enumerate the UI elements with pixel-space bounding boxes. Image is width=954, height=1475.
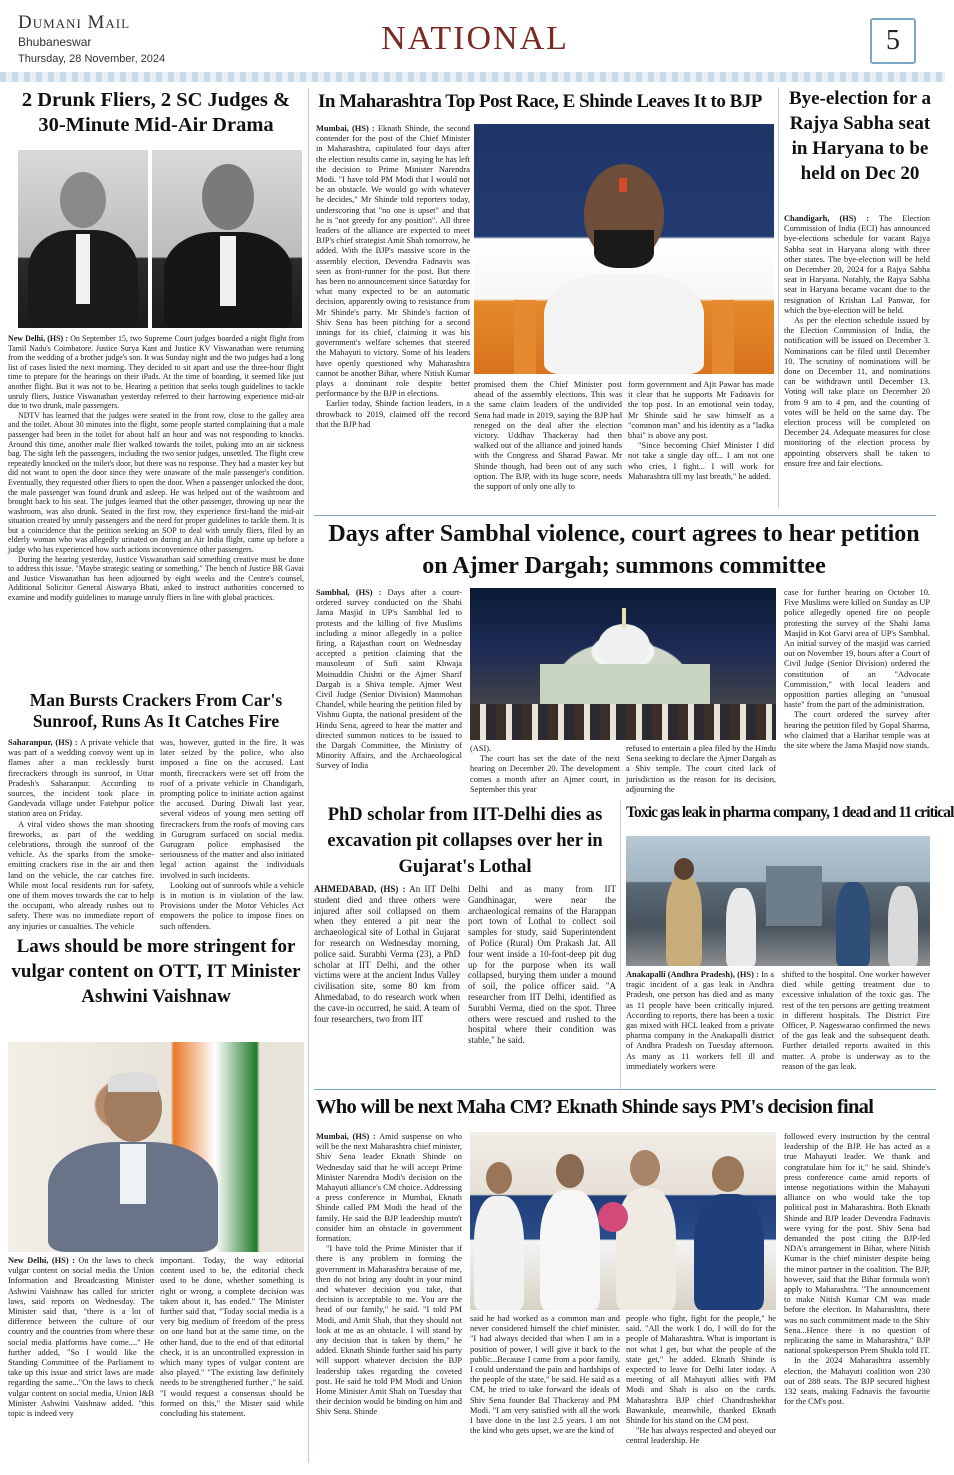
article-col-sambhal-3 (626, 744, 776, 800)
body-paragraph: In the 2024 Maharashtra assembly election, the Mahayuti coalition won 230 out of 288 seats. The BJP secured highest 132 seats, making Fadnavis the favourite for the CM's post. (784, 1356, 930, 1407)
column-divider (620, 800, 621, 1090)
article-body-drunk (8, 334, 304, 686)
photo-judge-right (152, 150, 302, 328)
body-text: Amid suspense on who will be the next Maharashtra chief minister, Shiv Sena leader Eknath Shinde on Wednesday said that he will accept Prime Minister Narendra Modi's decision on the Mahayuti alliance's CM choice. Addressing a press conference in Mumbai, Eknath Shinde called PM Modi the head of the family. He said the BJP leadership mustn't consider him an obstacle in government formation. (316, 1132, 462, 1244)
article-col-phd-2 (468, 884, 616, 1084)
dateline: New Delhi, (HS) : (8, 334, 68, 343)
photo-ashwini-vaishnaw (8, 1042, 304, 1252)
body-paragraph: NDTV has learned that the judges were seated in the front row, close to the galley area and the toilet. About 30 minutes into the flight, some people started complaining that a male passenger had been in the toilet for about half an hour and was not responding to knocks. Around this time, another male flier walked towards the toilet, puking into an air sickness bag. The sight left the passengers, including the two senior judges, unsettled. The flight crew repeatedly knocked on the toilet's door, but there was no response. They had a master key but did not want to open the door since they were unaware of the male passenger's condition. Eventually, they requested other fliers to open the door. When a passenger unlocked the door, the male passenger was found drunk and asleep. He was helped out of the washroom and brought back to his seat. The judges learned that the other passenger, throwing up near the washroom, was also drunk. Seated in the first row, they experience first-hand the mid-air situation created by unruly passengers and the need for proper guidelines to tackle them. It is but a coincidence that the petition seeking an SOP to deal with unruly fliers, filed by an elderly woman who was allegedly urinated on during an Air India flight, came up before a judge who has experienced how such actions inconvenience other passengers. (8, 410, 304, 555)
article-col-sambhal-2 (470, 744, 620, 800)
body-paragraph: people who fight, fight for the people," he said. "All the work I do, I will do for the people of Maharashtra. What is important is not what I get, but what the people of the state get," he added. Eknath Shinde is expected to leave for Delhi later today. A meeting of all Mahayuti allies with PM Modi and Shah is also on the cards. Maharashtra BJP chief Chandrashekhar Bawankule, meanwhile, thanked Eknath Shinde for his stand on the CM post. (626, 1314, 776, 1426)
dateline: New Delhi, (HS) : (8, 1256, 75, 1265)
photo-ajmer-dargah (470, 588, 776, 740)
body-paragraph: (ASI). (470, 744, 492, 753)
column-divider (308, 88, 309, 1463)
article-col-vaishnaw-2 (160, 1256, 304, 1468)
masthead-divider (0, 72, 945, 82)
body-paragraph: refused to entertain a plea filed by the Hindu Sena seeking to declare the Ajmer Dargah as a Shiv temple. The court cited lack of jurisdiction as the reason for its decision, adjourning the (626, 744, 776, 794)
article-col-mahacm-4 (784, 1132, 930, 1468)
body-paragraph: "I have told the Prime Minister that if there is any problem in forming the government in Maharashtra because of me, then do not bring any doubt in your mind and whatever decision you take, that decision is acceptable to me. You are the head of our family," he said. "I told PM Modi, and Amit Shah, that they should not look at me as an obstacle. I will stand by any decision that is taken by them," he added. Eknath Shinde further said his party will support whatever decision the BJP leadership takes regarding the coveted post. He said he told PM Modi and Union Home Minister Amit Shah on Tuesday that their decision would be binding on him and Shiv Sena. Shinde (316, 1244, 462, 1417)
body-text: In a tragic incident of a gas leak in Andhra Pradesh, one person has died and as many as 11 people have been critically injured. According to reports, there has been a toxic gas mixed with HCL leaked from a private pharma company in the Anakapalli district of Andhra Pradesh on Tuesday afternoon. As many as 11 workers fell ill and immediately workers were (626, 970, 775, 1071)
dateline: Saharanpur, (HS) : (8, 738, 78, 747)
headline-phd-scholar: PhD scholar from IIT-Delhi dies as excavation pit collapses over her in Gujarat's Lothal (327, 805, 603, 877)
article-col-shinde-2 (474, 380, 622, 512)
body-paragraph: Looking out of sunroofs while a vehicle is in motion is in violation of the law. Provisions under the Motor Vehicles Act empowers the police to impose fines on such offenders. (160, 880, 304, 931)
headline-toxic-gas: Toxic gas leak in pharma company, 1 dead and 11 critical (626, 804, 954, 821)
body-text: On September 15, two Supreme Court judges boarded a night flight from Tamil Nadu's Coimbatore. Justice Surya Kant and Justice KV Viswanathan were returning from the wedding of a brother judge's son. It was Sunday night and the two judges had a long list of cases listed the next morning. They decided to sit apart and use the three-hour flight time to prepare for the hearings on their iPads. At the time of boarding, it seemed like just another flight. But it was not to be. Hearing a petition that seeks tough guidelines to tackle unruly fliers, Justice Viswanathan yesterday referred to their harrowing experience mid-air due to two drunk, male passengers. (8, 334, 304, 411)
body-text: An IIT Delhi student died and three others were injured after soil collapsed on them when they entered a pit near the archaeological site of Lothal in Gujarat for research on Wednesday morning, police said. Surabhi Verma (23), a PhD scholar at IIT Delhi, and the other victims were at the ancient Indus Valley civilisation site, some 80 km from Ahmedabad, to do research work when the cave-in occurred, he said. A team of four researchers, two from IIT (314, 884, 460, 1024)
photo-judge-left (18, 150, 148, 328)
column-divider (778, 88, 779, 508)
body-text: On the laws to check vulgar content on social media the Union Information and Broadcasting Minister Ashwini Vaishnaw has called for stricter laws, said reports on Wednesday. The Minister said that, "there is a lot of difference between the culture of our country and the countries from where these social media platforms have come...." He further added, "So I would like the Standing Committee of the Parliament to take up this issue and strict laws are made regarding the same..."On the laws to check vulgar content on social media, Union I&B Minister Ashwini Vaishnaw added. "this topic is indeed very (8, 1256, 154, 1419)
article-col-shinde-3 (628, 380, 774, 512)
dateline: Mumbai, (HS) : (316, 1132, 376, 1141)
body-text: The Election Commission of India (ECI) has announced bye-elections schedule for vacant Rajya Sabha seat in Haryana along with three other states. The bye-election will be held on December 20, 2024 for a Rajya Sabha seat in Haryana. Notably, the Rajya Sabha seat in Haryana became vacant due to the resignation of Krishan Lal Panwar, for which the bye-election will be held. (784, 214, 930, 315)
article-col-mahacm-2 (470, 1314, 620, 1468)
dateline: Mumbai, (HS) : (316, 124, 375, 133)
article-col-toxic-1 (626, 970, 774, 1084)
body-paragraph: As per the election schedule issued by the Election Commission of India, the notification will be issued on December 3. Nominations can be filed until December 10. The scrutiny of nominations will be done on December 11, and nominations can be withdrawn until December 13. Voting will take place on December 20 from 9 am to 4 pm, and the counting of votes will be held on the same day. The election process will be completed on December 24. Adequate measures for close monitoring of the election process by appointing observers shall be taken to ensure free and fair elections. (784, 316, 930, 468)
body-paragraph: The court ordered the survey after hearing the petition filed by Gopal Sharma, who claimed that a Harihar temple was at the site where the Jama Masjid now stands. (784, 710, 930, 751)
body-paragraph: was, however, gutted in the fire. It was later seized by the police, who also imposed a fine on the accused. Last month, firecrackers were set off from the roof of a private vehicle in Chandigarh, prompting police to initiate action against the accused. During Diwali last year, several videos of young men setting off firecrackers from the roofs of moving cars in Gurugram surfaced on social media. Gurugram police emphasised the seriousness of the matter and also initiated legal action against the individuals involved in such incidents. (160, 738, 304, 880)
article-col-vaishnaw-1 (8, 1256, 154, 1468)
article-col-sambhal-4 (784, 588, 930, 800)
article-col-crackers-1 (8, 738, 154, 931)
photo-eknath-shinde (474, 124, 774, 374)
body-paragraph: A viral video shows the man shooting fireworks, as part of the wedding celebrations, through the sunroof of the vehicle. As the sparks from the smoke-emitting crackers rise in the air and then land on the vehicle, the car catches fire. While most local residents run for safety, one of them moves towards the car to help the occupant, who already rushes out to safety. There was no immediate report of any injuries or casualties. The vehicle (8, 819, 154, 931)
body-paragraph: Earlier today, Shinde faction leaders, in a throwback to 2019, claimed off the record that the BJP had (316, 399, 470, 429)
body-paragraph: said he had worked as a common man and never considered himself the chief minister. "I had always decided that when I am in a position of power, I will give it back to the public...Because I came from a poor family, I could understand the pain and hardships of the people of the state," he said. He said as a CM, he tried to take forward the ideals of Shiv Sena founder Bal Thackeray and PM Modi. "I am very satisfied with all the work I have done in the last 2.5 years. I am not the kind who gets upset, we are the kind of (470, 1314, 620, 1436)
article-body-bye-election (784, 214, 930, 514)
section-divider (314, 1089, 936, 1090)
photo-mahayuti-leaders (470, 1132, 776, 1310)
body-paragraph: The court has set the date of the next hearing on December 20. The development comes a month after an Ajmer court, in September this year (470, 754, 620, 794)
dateline: Anakapalli (Andhra Pradesh), (HS) : (626, 970, 759, 979)
body-paragraph: "He has always respected and obeyed our central leadership. He (626, 1426, 776, 1446)
body-paragraph: case for further hearing on October 10. Five Muslims were killed on Sunday as UP police allegedly opened fire on people protesting the survey of the Shahi Jama Masjid in Kot Garvi area of UP's Sambhal. An initial survey of the masjid was carried out on November 19, hours after a Court of Civil Judge (Senior Division) ordered the constitution of an "Advocate Commission," with local leaders and opposition parties alleging an "unusual haste" from the part of the administration. (784, 588, 930, 710)
headline-vaishnaw: Laws should be more stringent for vulgar content on OTT, IT Minister Ashwini Vaishnaw (11, 936, 301, 1007)
article-col-toxic-2 (782, 970, 930, 1084)
body-paragraph: followed every instruction by the central leadership of the BJP. He has acted as a true Mahayuti leader. We thank and congratulate him for it," he said. Shinde's press conference came amid reports of intense negotiations within the Mahayuti alliance on who would take the top political post in Maharashtra. Both Eknath Shinde and BJP leader Devendra Fadnavis were vying for the post. Shiv Sena had demanded the post citing the BJP-led NDA's arrangement in Bihar, where Nitish Kumar is the chief minister despite being the minor partner in the coalition. The BJP, however, said that the Bihar formula won't apply to Maharashtra. "The announcement to make Nitish Kumar CM was made before the election. In Maharashtra, there was no such commitment made to the Shiv Sena...Hence there is no question of replicating the same in Maharashtra," BJP national spokesperson Prem Shukla told IT. (784, 1132, 930, 1356)
body-paragraph: Delhi and as many from IIT Gandhinagar, were near the archaeological remains of the Harappan port town of Lothal to collect soil samples for study, said Superintendent of Police (Rural) Om Prakash Jat. All four went inside a 10-foot-deep pit dug up for the purpose when its wall collapsed, burying them under a mound of soil, the police officer said. "A researcher from IIT Delhi, identified as Surabhi Verma, died on the spot. Three others were rescued and rushed to the hospital where their condition was stable," he said. (468, 884, 616, 1046)
newspaper-brand: Dumani Mail (18, 12, 131, 33)
headline-shinde-top-post: In Maharashtra Top Post Race, E Shinde Leaves It to BJP (318, 91, 762, 112)
page-number: 5 (870, 18, 916, 64)
headline-sambhal: Days after Sambhal violence, court agrees to hear petition on Ajmer Dargah; summons committee (328, 521, 920, 579)
article-col-mahacm-1 (316, 1132, 462, 1468)
article-col-crackers-2 (160, 738, 304, 931)
headline-drunk-fliers: 2 Drunk Fliers, 2 SC Judges & 30-Minute Mid-Air Drama (21, 89, 291, 136)
section-title: NATIONAL (381, 20, 569, 57)
article-col-shinde-1 (316, 124, 470, 512)
body-paragraph: promised them the Chief Minister post ahead of the assembly elections. This was the same claim leaders of the undivided Sena had made in 2019, saying the BJP had reneged on the deal after the election victory. Uddhav Thackeray had then walked out of the alliance and joined hands with the Congress and Sharad Pawar. Mr Shinde though, had been out of any such option. The BJP, with its huge score, needs the support of only one ally to (474, 380, 622, 492)
headline-maha-cm: Who will be next Maha CM? Eknath Shinde says PM's decision final (316, 1096, 874, 1118)
edition-city: Bhubaneswar (18, 35, 92, 49)
dateline: Chandigarh, (HS) : (784, 214, 870, 223)
body-text: A private vehicle that was part of a wedding convoy went up in flames after a man recklessly burst firecrackers through its sunroof, in Uttar Pradesh's Saharanpur. According to sources, the incident took place in Gandevada village under Fatehpur police station area on Friday. (8, 738, 154, 819)
body-paragraph: "Since becoming Chief Minister I did not take a single day off... I am not one who cries, I fight... I will work for Maharashtra till my last breath," he added. (628, 441, 774, 481)
edition-date: Thursday, 28 November, 2024 (18, 53, 166, 65)
headline-crackers: Man Bursts Crackers From Car's Sunroof, Runs As It Catches Fire (29, 690, 283, 731)
body-paragraph: important. Today, the way editorial content used to be, the editorial check used to be done, whether something is right or wrong, a complete decision was taken about it, has ended." The Minister further said that, "Today social media is a very big medium of freedom of the press on one hand but at the same time, on the other hand, due to the end of that editorial check, it is an uncontrolled expression in which many types of vulgar content are also played." "The existing law definitely needs to be strengthened further ," he said. "I would request a consensus should be formed on this," the Mister said while concluding his statement. (160, 1256, 304, 1419)
headline-bye-election: Bye-election for a Rajya Sabha seat in Haryana to be held on Dec 20 (788, 88, 932, 184)
body-paragraph: shifted to the hospital. One worker however died while getting treatment due to excessive inhalation of the toxic gas. The rest of the ten persons are getting treatment in different hospitals. The District Fire Officer, P. Nageswarao confirmed the news of the gas leak and the subsequent death. Further detailed reports awaited in this matter. A probe is underway as to the reason of the gas leak. (782, 970, 930, 1071)
article-col-sambhal-1 (316, 588, 462, 800)
section-divider (314, 515, 936, 516)
body-text: Days after a court-ordered survey conducted on the Shahi Jama Masjid in UP's Sambhal led to protests and the killing of five Muslims including a minor allegedly in a police firing, a Rajasthan court on Wednesday accepted a petition claiming that the mausoleum of Sufi saint Khwaja Moinuddin Chishti or the Ajmer Sharif Dargah is a Shiva temple. Ajmer West Civil Judge (Senior Division) Manmohan Chandel, while hearing the petition filed by Vishnu Gupta, the national president of the Hindu Sena, agreed to hear the matter and directed summon notices to be issued to the Dargah Committee, the Ministry of Minority Affairs, and the Archaeological Survey of India (316, 588, 462, 771)
dateline: Sambhal, (HS) : (316, 588, 382, 597)
photo-gas-leak-site (626, 836, 930, 966)
dateline: AHMEDABAD, (HS) : (314, 884, 406, 894)
body-paragraph: form government and Ajit Pawar has made it clear that he supports Mr Fadnavis for the top post. In an emotional vein today, Mr Shinde said he saw himself as a "common man" and his identity as a "ladka bhai" is above any post. (628, 380, 774, 441)
article-col-phd-1 (314, 884, 460, 1084)
article-col-mahacm-3 (626, 1314, 776, 1468)
body-paragraph: During the hearing yesterday, Justice Viswanathan said something creative must be done to address this issue. "Maybe strategic seating or something." The bench of Justice BR Gavai and Justice Viswanathan has been adjourned by eight weeks and the Centre's counsel, Additional Solicitor General Aiswarya Bhati, asked to instruct authorities concerned to examine and modify guidelines to manage unruly fliers in line with global practices. (8, 554, 304, 603)
body-text: Eknath Shinde, the second contender for the post of the Chief Minister in Maharashtra, capitulated four days after the election results came in, saying he has left the decision to Prime Minister Narendra Modi. "I have told PM Modi that I would not be an obstacle. We would go with whatever he decides," Mr Shinde told reporters today, underscoring that "no one is upset" and that he is "not greedy for any position". All three leaders of the alliance are expected to meet BJP's chief strategist Amit Shah tomorrow, he added. With the BJP's massive score in the assembly election, Devendra Fadnavis was seen as front-runner for the post. But there has been no announcement since Saturday for what many expected to be an automatic decision, apparently owing to resistance from Mr Shinde's party. Mr Shinde's faction of Shiv Sena has been pitching for a second innings for its chief, claiming it was his government's welfare schemes that steered the Mahayuti to victory. Some of his leaders have openly questioned why Maharashtra cannot be another Bihar, where Nitish Kumar plays a dominant role despite better performance by the BJP in elections. (316, 124, 470, 399)
